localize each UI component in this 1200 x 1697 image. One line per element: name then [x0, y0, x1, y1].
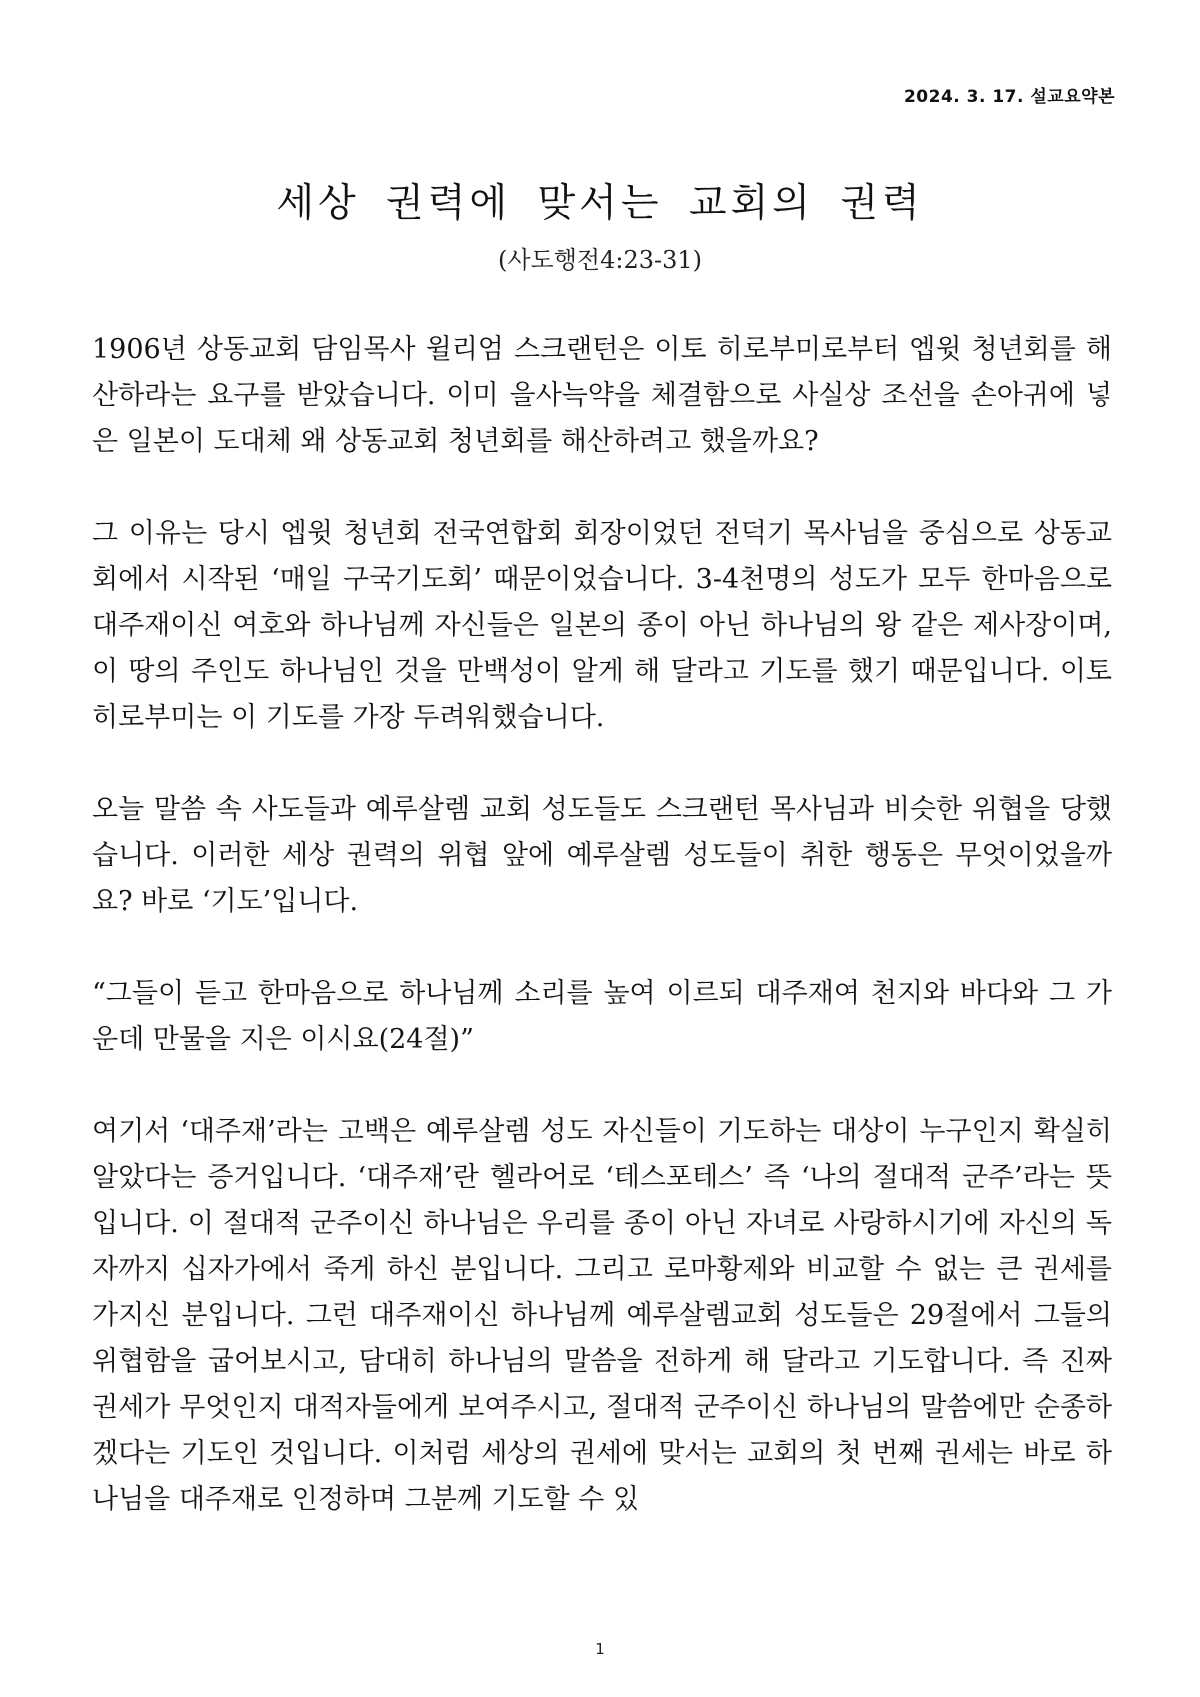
paragraph-1: 1906년 상동교회 담임목사 윌리엄 스크랜턴은 이토 히로부미로부터 엡윗 청년회를 해산하라는 요구를 받았습니다. 이미 을사늑약을 체결함으로 사실상 조선을 손아귀에 넣은 일본이 도대체 왜 상동교회 청년회를 해산하려고 했을까요? [92, 334, 1112, 457]
sermon-title: 세상 권력에 맞서는 교회의 권력 [276, 181, 924, 226]
paragraph-5: 여기서 ‘대주재’라는 고백은 예루살렘 성도 자신들이 기도하는 대상이 누구인지 확실히 알았다는 증거입니다. ‘대주재’란 헬라어로 ‘테스포테스’ 즉 ‘나의 절대적 군주’라는 뜻입니다. 이 절대적 군주이신 하나님은 우리를 종이 아닌 자녀로 사랑하시기에 자신의 독자까지 십자가에서 죽게 하신 분입니다. 그리고 로마황제와 비교할 수 없는 큰 권세를 가지신 분입니다. 그런 대주재이신 하나님께 예루살렘교회 성도들은 29절에서 그들의 위협함을 굽어보시고, 담대히 하나님의 말씀을 전하게 해 달라고 기도합니다. 즉 진짜 권세가 무엇인지 대적자들에게 보여주시고, 절대적 군주이신 하나님의 말씀에만 순종하겠다는 기도인 것입니다. 이처럼 세상의 권세에 맞서는 교회의 첫 번째 권세는 바로 하나님을 대주재로 인정하며 그분께 기도할 수 있 [92, 1116, 1112, 1515]
scripture-quote: “그들이 듣고 한마음으로 하나님께 소리를 높여 이르되 대주재여 천지와 바다와 그 가운데 만물을 지은 이시요(24절)” [92, 978, 1112, 1055]
paragraph-2: 그 이유는 당시 엡윗 청년회 전국연합회 회장이었던 전덕기 목사님을 중심으로 상동교회에서 시작된 ‘매일 구국기도회’ 때문이었습니다. 3-4천명의 성도가 모두 한마음으로 대주재이신 여호와 하나님께 자신들은 일본의 종이 아닌 하나님의 왕 같은 제사장이며, 이 땅의 주인도 하나님인 것을 만백성이 알게 해 달라고 기도를 했기 때문입니다. 이토 히로부미는 이 기도를 가장 두려워했습니다. [92, 518, 1112, 733]
paragraph-3: 오늘 말씀 속 사도들과 예루살렘 교회 성도들도 스크랜턴 목사님과 비슷한 위협을 당했습니다. 이러한 세상 권력의 위협 앞에 예루살렘 성도들이 취한 행동은 무엇이었을까요? 바로 ‘기도’입니다. [92, 794, 1112, 917]
sermon-date-label: 2024. 3. 17. 설교요약본 [903, 87, 1115, 107]
scripture-reference: (사도행전4:23-31) [497, 246, 702, 274]
page-number: 1 [595, 1640, 605, 1658]
sermon-body [92, 327, 1112, 1523]
